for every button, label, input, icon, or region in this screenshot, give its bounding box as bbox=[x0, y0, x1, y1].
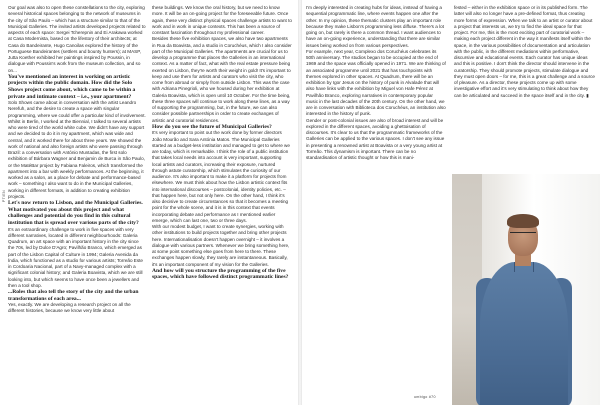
body-paragraph: Solo Shows came about in conversation with the artist Leandro Nerefuh, and the desire to create a space with singular programming, where we could offer a particular kind of involvement. Whilst in Berlin, I worked at the Biennial, I talked to several artists who were tired of the world white cube. We didn't have any support and we decided to do it in my apartment, which was wide and central, and it worked there for about three years. We showed the work of national and also foreign artists who were passing through Brazil: a conversation with António Muntadas, the first solo exhibition of Bárbara Wagner and Benjamin de Burca in São Paulo, or the MatéBar project by Fabiana Faleiros, which transformed the apartment into a bar with weekly performances. At the beginning, it worked as a salon, as a place for debate and performance-based work – something I also want to do in the Municipal Galleries, working in different formats, in addition to creating exhibition projects. bbox=[8, 100, 146, 199]
photo-shirt bbox=[480, 262, 568, 405]
interview-question: You've mentioned an interest in working on artistic projects within the public domain. How did the Solo Shows project come about, which came to be within a private and intimate context – i.e., your apartment? bbox=[8, 73, 136, 100]
interview-question: Let's now return to Lisbon, and the Municipal Galleries. What motivated you about this project and what challenges and potential do you find in this cultural institution that is spread over various parts of the city? bbox=[8, 200, 143, 226]
left-column-1 bbox=[8, 5, 146, 403]
photo-collar bbox=[514, 262, 534, 272]
photo-glasses bbox=[510, 232, 536, 239]
language-label: PT/EN bbox=[2, 190, 6, 203]
body-paragraph: Yes, exactly. We are developing a research project on all the different histories, because we know very little about bbox=[8, 302, 131, 314]
left-page bbox=[0, 0, 298, 405]
right-column-1 bbox=[306, 5, 446, 165]
photo-hair bbox=[507, 214, 539, 228]
interview-question: How do you see the future of Municipal Galleries? bbox=[152, 123, 272, 130]
body-paragraph: I'm deeply interested in creating hubs for ideas, instead of having a sequential programmatic line, where events happen one after the other. In my opinion, these thematic clusters play an important role because they make Lisbon's programming less diffuse. There's a lot going on, but rarely is there a common thread. I want audiences to have an on-going experience, understanding that there are similar issues being worked on from various perspectives. bbox=[306, 5, 444, 48]
body-paragraph: fested – either in the exhibition space or in its published form. The latter will also no longer have a pre-defined format, thus creating more forms of expression. When we talk to an artist or curator about a project that interests us, we try to find the ideal space for that project. For me, this is the most exciting part of curatorial work – making each project different in the way it manifests itself within the space, in the various possibilities of documentation and articulation with the public, in the different mediations within performative, discursive and educational events. Each curator has unique ideas and this is positive. I don't think the director should intervene in the curatorship. They should promote projects, stimulate dialogue and they must open doors – for me, this is a great challenge and a source of pleasure. As a director, these projects come up with some investigative effort and it's very stimulating to think about how they can be articulated and succeed in the space itself and in the city. ▮ bbox=[454, 5, 595, 98]
left-column-2 bbox=[152, 5, 292, 403]
interview-question: And how will you structure the programming of the five spaces, which have followed distinct programmatic lines? bbox=[152, 267, 289, 281]
body-paragraph: It's an extraordinary challenge to work in five spaces with very different narratives, located in different neighbourhoods: Galeria Quadrum, an art space with an important history in the city since the 70s, led by Dulce D'Agro; Pavilhão Branco, which emerged as part of the Lisbon Capital of Culture in 1994; Galeria Avenida da Índia, which functioned as a studio for various artists; Torreão Este in Cordoaria Nacional, part of a Navy-managed complex with a significant colonial history; and Galeria Boavista, which we are still looking into, but which seems to have once been a jewellers and then a tool shop. bbox=[8, 226, 143, 288]
right-column-2 bbox=[454, 5, 596, 165]
body-paragraph: Besides these five exhibition spaces, we also have two apartments in Rua da Boavista, and a studio in Coruchéus, which I also consider part of the Municipal Galleries. The apartments are crucial for us to develop a programme that places the Galleries in an international context. As a matter of fact, what with the real estate pressure being exerted on Lisbon, they're worth their weight in gold! It's important to keep and use them for artists and curators who visit the city, who come from abroad or simply from outside Lisbon. This was the case with Adriana Pinegrioli, who we housed during her exhibition at Galeria Boavista, which is open until 10 October. For the time being, these three spaces will continue to work along these lines, as a way of supporting the programming, but, in the future, we can also consider possible partnerships in order to create exchanges of artistic and curatorial residences. bbox=[152, 36, 292, 123]
page-footer: umbigo #70 bbox=[414, 395, 436, 399]
body-paragraph: With our modest budget, I want to create synergies, working with other institutions to build projects together and bring other projects here. Internationalisation doesn't happen overnight – it involves a dialogue with various partners. Whenever we bring something here, at some point something else goes from here to there. These exchanges happen slowly, they rarely are instantaneous. Basically, it's an important component of my vision for the Galleries. bbox=[152, 224, 290, 267]
right-page bbox=[302, 0, 600, 405]
body-paragraph: Gender or post-colonial issues are also of broad interest and will be explored in the different spaces, avoiding a ghettoisation of discourses. It's clear to us that the programmatic frameworks of the Galleries can be applied to the various spaces. I don't see any issue in presenting a renowned artist at Boavista or a very young artist at Torreão. This dynamism is important. There can be no standardisation of artistic thought or how this is mani- bbox=[306, 117, 445, 160]
body-paragraph: these buildings. We know the oral history, but we need to know more. It will be an on-going project for the foreseeable future. Once again, these very distinct physical spaces challenge artists to want to work and in work in unique contexts. This has been a source of constant fascination throughout my professional career. bbox=[152, 5, 292, 35]
portrait-photo bbox=[452, 174, 600, 405]
body-paragraph: For example, next year, Complexo dos Coruchéus celebrates its 50th anniversary. The studios began to be occupied at the end of 1969 and the space was officially opened in 1971. We are thinking of an associated programme until 2021 that has touchpoints with themes explored in other spaces. At Quadrum, there will be an exhibition by Igor Jesus on the history of punk in Alvalade that will also have links with the exhibition by Miguel von Hafe Pérez at Pavilhão Branco, exploring narratives in contemporary popular music in the last decades of the 20th century. On the other hand, we are in conversation with Biblioteca dos Coruchéus, an institution also interested in the history of punk. bbox=[306, 48, 446, 117]
interview-question: ...Roles that also tell the story of the city and the urban transformations of each area... bbox=[8, 289, 139, 302]
body-paragraph: It's very important to point out the work done by former directors João Mourão and Sara Antónia Matos. The Municipal Galleries started as a budget-less institution and managed to get to where we are today, which is remarkable. I think the role of a public institution that takes local needs into account is very important, supporting local artists and curators, increasing their exposure, nurtured through astute curatorship, which stimulates the curiosity of our audience. It's also important to make it a platform for projects from elsewhere. We must think about how the Lisbon artistic context fits into international discourses – postcolonial, identity policies, etc. – that happen here, but not only here. On the other hand, I think it's also decisive to create circumstances so that it becomes a meeting point for the whole scene, and it is in this context that events incorporating debate and performance as I mentioned earlier emerge, which can last one, two or three days. bbox=[152, 130, 290, 223]
body-paragraph: Our goal was also to open these constellations to the city, exploring several historical spaces belonging to the network of museums in the city of São Paulo – which has a structure similar to that of the Municipal Galleries. The invited artists developed projects related to aspects of each space: Sergei Tcherepnin and Ei Arakawa worked at Casa Modernista, based on the lifestory of their architects; at Casa do Bandeirante, Hugo Canoilas explored the history of the Portuguese Bandeirantes (settlers and bounty hunters); at MASP, Jutta Koether exhibited her paintings inspired by Poussin, in dialogue with Poussin's work from the museum collection, and so on... bbox=[8, 5, 146, 73]
